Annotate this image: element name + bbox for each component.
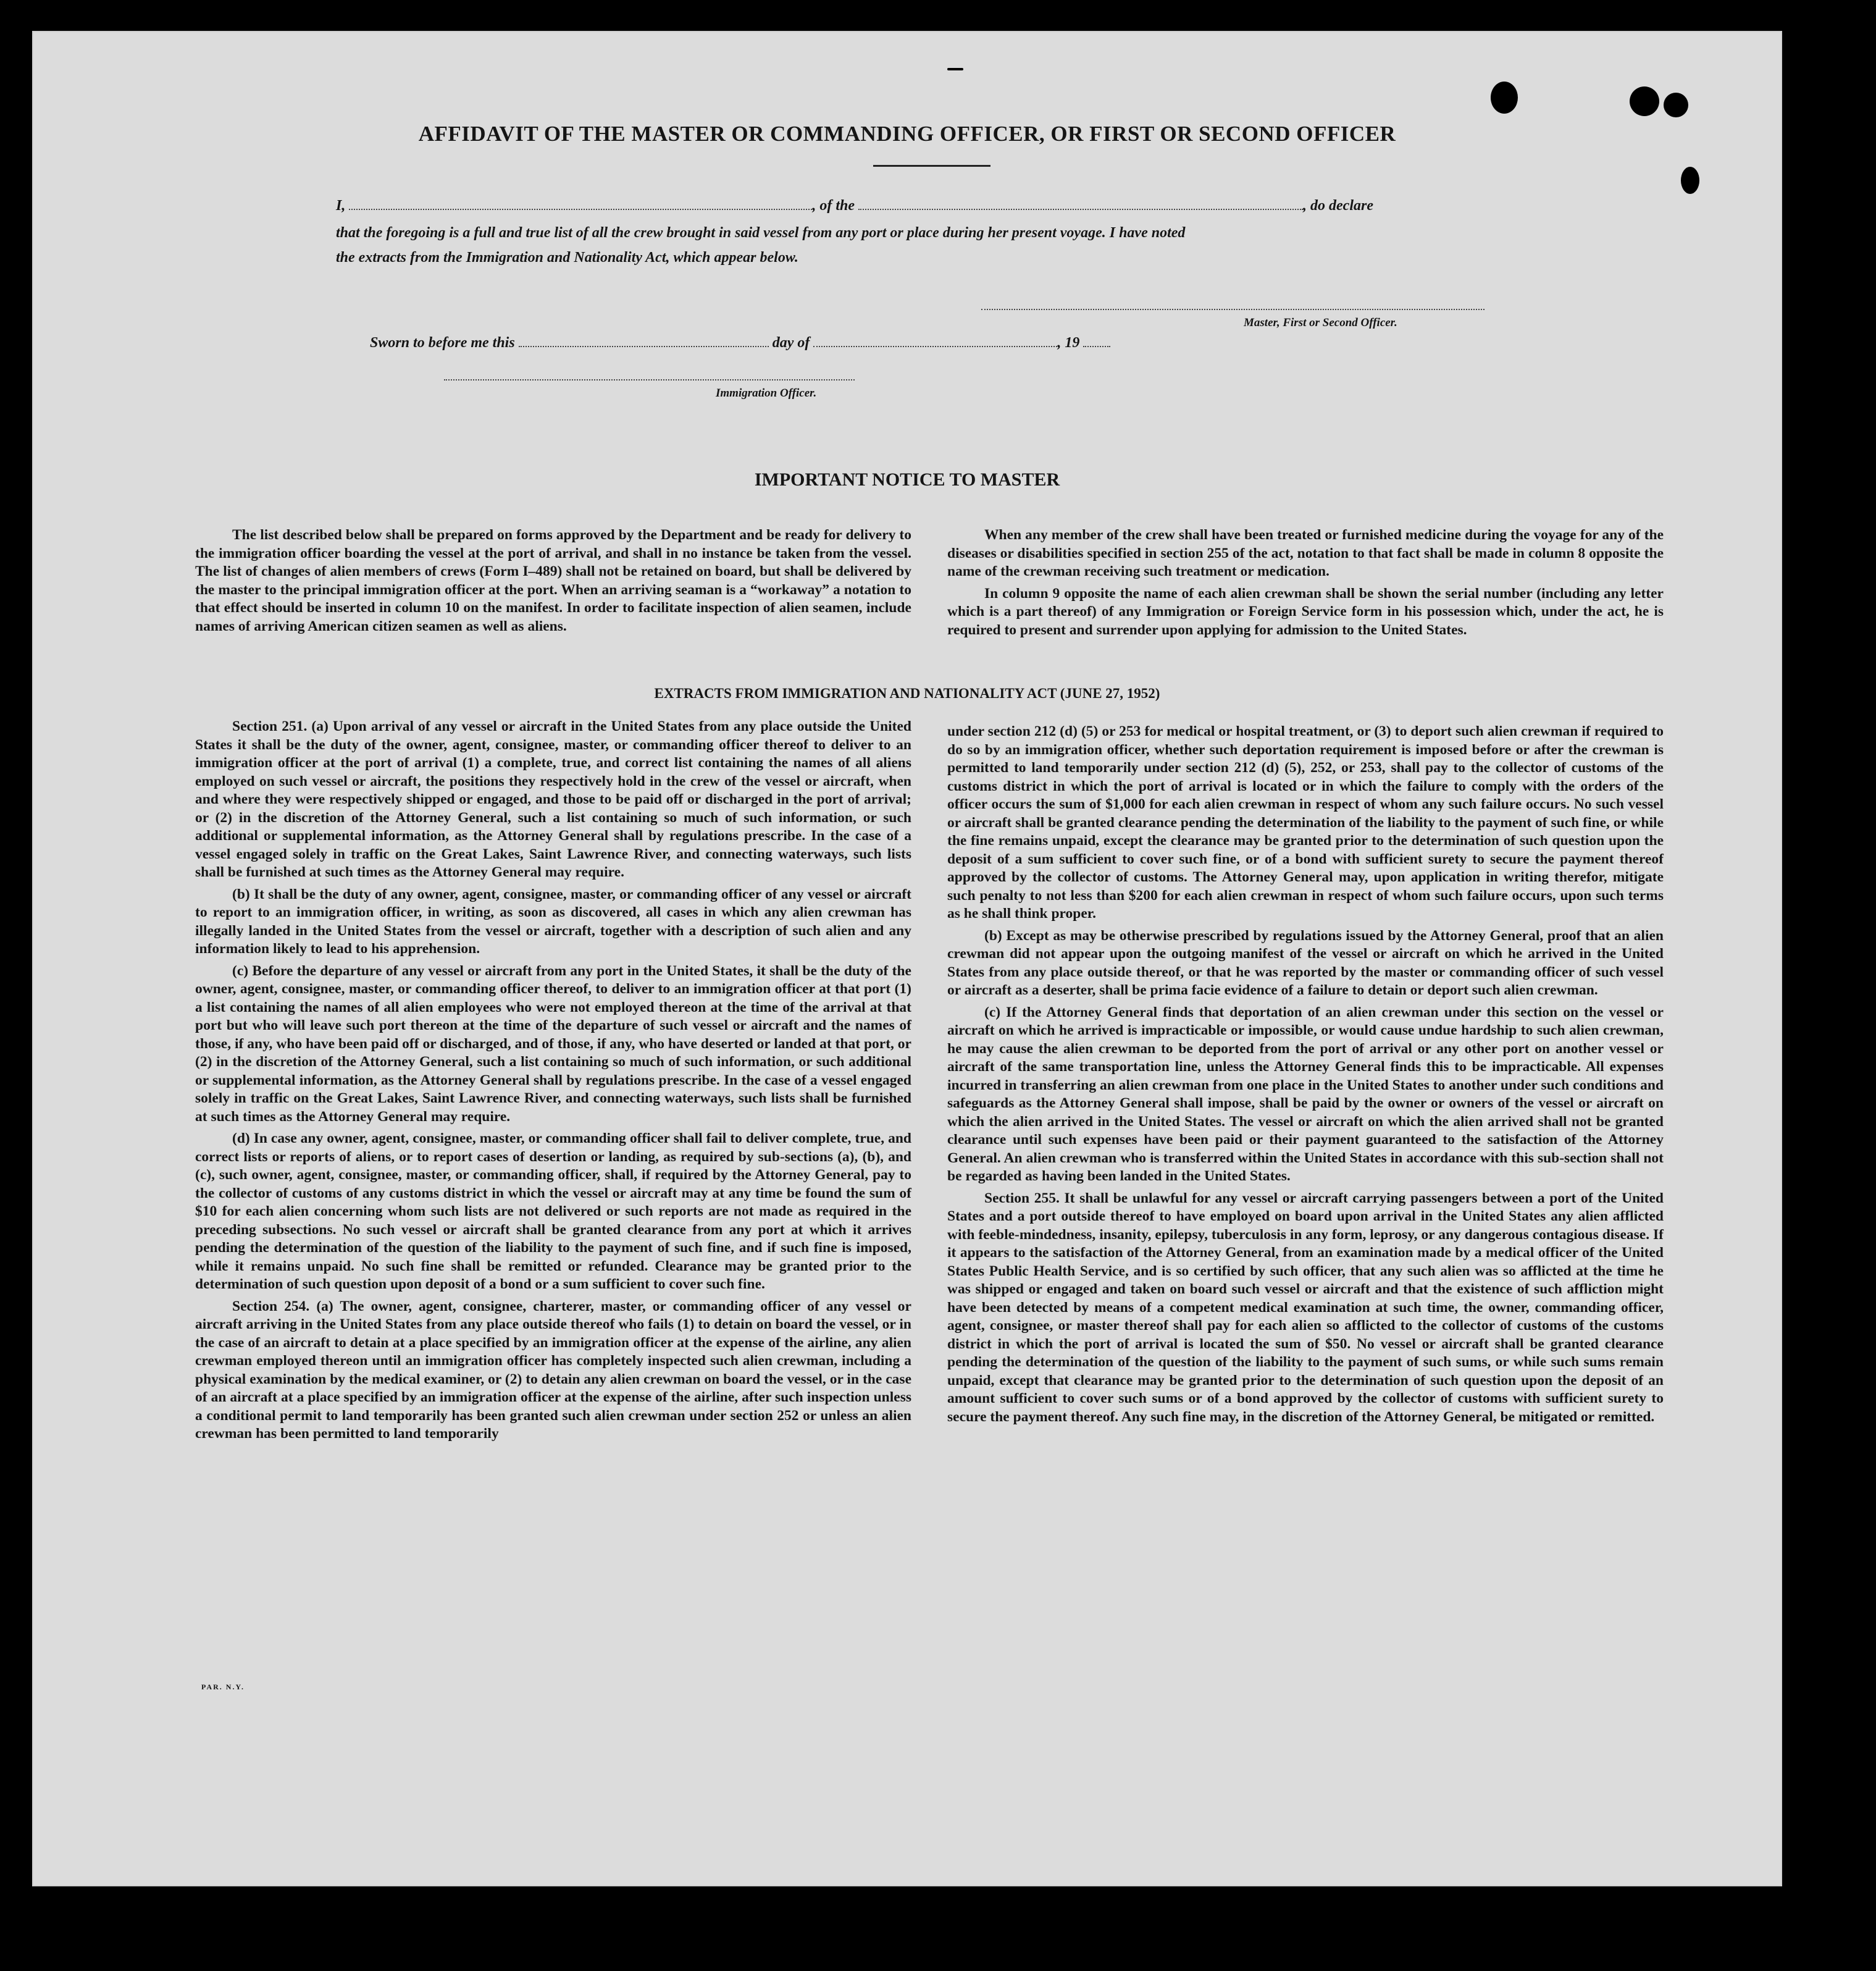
affidavit-line-2: that the foregoing is a full and true list of all the crew brought in said vessel from any port or place during her present voyage. I have noted (336, 225, 1186, 241)
notice-right (947, 526, 1664, 643)
notice-left (195, 526, 911, 639)
extract-paragraph: Section 255. It shall be unlawful for any vessel or aircraft carrying passengers between a port of the United States and a port outside thereof to have employed on board upon arrival in the United States any alien afflicted with feeble-mindedness, insanity, epilepsy, tuberculosis in any form, leprosy, or any dangerous contagious disease. If it appears to the satisfaction of the Attorney General, from an examination made by a medical officer of the United States Public Health Service, and is so certified by such officer, that any such alien was so afflicted at the time he was shipped or engaged and taken on board such vessel or aircraft and that the existence of such affliction might have been detected by means of a competent medical examination at such time, the owner, commanding officer, agent, consignee, or master thereof shall pay for each alien so afflicted to the collector of customs of the customs district in which the port of arrival is located the sum of $50. No vessel or aircraft shall be granted clearance pending the determination of the question of the liability to the payment of such sums, or while such sums remain unpaid, except that clearance may be granted prior to the determination of such question upon the deposit of an amount sufficient to cover such sums or of a bond approved by the collector of customs with sufficient surety to secure the payment thereof. Any such fine may, in the discretion of the Attorney General, be mitigated or remitted. (947, 1190, 1664, 1425)
officer-caption: Master, First or Second Officer. (1244, 316, 1397, 329)
notice-title: IMPORTANT NOTICE TO MASTER (754, 469, 1060, 490)
title-rule (873, 165, 990, 167)
sworn-year-field[interactable] (1083, 335, 1110, 347)
year-label: , 19 (1057, 335, 1080, 351)
extract-paragraph: (b) Except as may be otherwise prescribed by regulations issued by the Attorney General, proof that an alien crewman did not appear upon the outgoing manifest of the vessel or aircraft on which he arrived in the United States from any place outside thereof, or that he was reported by the master or commanding officer of such vessel or aircraft as a deserter, shall be prima facie evidence of a failure to detain or deport such alien crewman. (947, 927, 1664, 998)
sworn-date-field[interactable] (519, 335, 769, 347)
declare-label: , do declare (1303, 198, 1373, 214)
affidavit-title: AFFIDAVIT OF THE MASTER OR COMMANDING OFFICER, OR FIRST OR SECOND OFFICER (418, 122, 1396, 146)
affidavit-line-1 (336, 198, 1497, 214)
declarant-label: I, (336, 198, 346, 214)
extract-paragraph: (c) Before the departure of any vessel or aircraft from any port in the United States, it shall be the duty of the owner, agent, consignee, master, or commanding officer thereof, to deliver to an immigration officer at that port (1) a list containing the names of all alien employees who were not employed thereon at the time of the arrival at that port but who will leave such port thereon at the time of the departure of such vessel or aircraft and the names of those, if any, who have been paid off or discharged, and of those, if any, who have deserted or landed at that port, or (2) in the discretion of the Attorney General, such a list containing so much of such information, or such additional or supplemental information, as the Attorney General shall by regulations prescribe. In the case of a vessel engaged solely in traffic on the Great Lakes, Saint Lawrence River, and connecting waterways, such lists shall be furnished at such times as the Attorney General may require. (195, 962, 911, 1125)
footer-code: PAR. N.Y. (201, 1683, 245, 1691)
declarant-name-field[interactable] (349, 198, 812, 210)
extract-paragraph: (b) It shall be the duty of any owner, agent, consignee, master, or commanding officer of any vessel or aircraft to report to an immigration officer, in writing, as soon as discovered, all cases in which any alien crewman has illegally landed in the United States from the vessel or aircraft, together with a description of such alien and any information likely to lead to his apprehension. (195, 886, 911, 957)
immigration-signature-line[interactable] (444, 379, 855, 380)
punch-hole (1681, 167, 1699, 194)
punch-hole (1491, 82, 1518, 114)
extract-paragraph: (d) In case any owner, agent, consignee, master, or commanding officer shall fail to deliver complete, true, and correct lists or reports of aliens, or to report cases of desertion or landing, as required by sub-sections (a), (b), and (c), such owner, agent, consignee, master, or commanding officer, shall, if required by the Attorney General, pay to the collector of customs of any customs district in which the vessel or aircraft may at any time be found the sum of $10 for each alien concerning whom such lists are not delivered or such reports are not made as required in the preceding subsections. No such vessel or aircraft shall be granted clearance from any port at which it arrives pending the determination of the question of the liability to the payment of such fine, and if such fine is imposed, while it remains unpaid. No such fine shall be remitted or refunded. Clearance may be granted prior to the determination of such question upon deposit of a bond or a sum sufficient to cover such fine. (195, 1130, 911, 1292)
sworn-label: Sworn to before me this (370, 335, 515, 351)
extract-paragraph: Section 251. (a) Upon arrival of any vessel or aircraft in the United States from any place outside the United States it shall be the duty of the owner, agent, consignee, master, or commanding officer thereof to deliver to an immigration officer at the port of arrival (1) a complete, true, and correct list containing the names of all aliens employed on such vessel or aircraft, the positions they respectively hold in the crew of the vessel or aircraft, when and where they were respectively shipped or engaged, and those to be paid off or discharged in the port of arrival; or (2) in the discretion of the Attorney General, such a list containing so much of such information, or such additional or supplemental information, as the Attorney General shall by regulations prescribe. In the case of a vessel engaged solely in traffic on the Great Lakes, Saint Lawrence River, and connecting waterways, such lists shall be furnished at such times as the Attorney General may require. (195, 718, 911, 880)
affidavit-line-3: the extracts from the Immigration and Nationality Act, which appear below. (336, 250, 798, 266)
punch-hole (1630, 86, 1659, 116)
stray-mark (947, 68, 963, 70)
immigration-caption: Immigration Officer. (716, 387, 817, 400)
notice-left-text: The list described below shall be prepared on forms approved by the Department and be ready for delivery to the immigration officer boarding the vessel at the port of arrival, and shall in no instance be taken from the vessel. The list of changes of alien members of crews (Form I–489) shall not be retained on board, but shall be delivered by the master to the principal immigration officer at the port. When an arriving seaman is a “workaway” a notation to that effect should be inserted in column 10 on the manifest. In order to facilitate inspection of alien seamen, include names of arriving American citizen seamen as well as aliens. (195, 527, 911, 634)
extract-paragraph: (c) If the Attorney General finds that deportation of an alien crewman under this section on the vessel or aircraft on which he arrived is impracticable or impossible, or would cause undue hardship to such alien crewman, he may cause the alien crewman to be deported from the port of arrival or any other port on another vessel or aircraft of the same transportation line, unless the Attorney General finds this to be impracticable. All expenses incurred in transferring an alien crewman from one place in the United States to another under such conditions and safeguards as the Attorney General shall impose, shall be paid by the owner or owners of the vessel or aircraft on which the alien arrived in the United States. The vessel or aircraft on which the alien arrived shall not be granted clearance until such expenses have been paid or their payment guaranteed to the satisfaction of the Attorney General. An alien crewman who is transferred within the United States in accordance with this sub-section shall not be regarded as having been landed in the United States. (947, 1004, 1664, 1184)
extract-paragraph: Section 254. (a) The owner, agent, consignee, charterer, master, or commanding officer of any vessel or aircraft arriving in the United States from any place outside thereof who fails (1) to detain on board the vessel, or in the case of an aircraft to detain at a place specified by an immigration officer at the expense of the airline, any alien crewman employed thereon until an immigration officer has completely inspected such alien crewman, including a physical examination by the medical examiner, or (2) to detain any alien crewman on board the vessel, or in the case of an aircraft at a place specified by an immigration officer at the expense of the airline, after such inspection unless a conditional permit to land temporarily has been granted such alien crewman under section 252 or unless an alien crewman has been permitted to land temporarily (195, 1298, 911, 1442)
officer-signature-line[interactable] (981, 309, 1484, 310)
day-of-label: day of (772, 335, 810, 351)
extracts-title: EXTRACTS FROM IMMIGRATION AND NATIONALITY ACT (JUNE 27, 1952) (654, 686, 1160, 701)
extracts-right-column (947, 723, 1664, 1430)
punch-hole (1664, 93, 1688, 117)
vessel-label: , of the (812, 198, 855, 214)
sworn-month-field[interactable] (813, 335, 1057, 347)
vessel-name-field[interactable] (858, 198, 1303, 210)
extracts-left-column (195, 718, 911, 1447)
extract-paragraph: under section 212 (d) (5) or 253 for medical or hospital treatment, or (3) to deport such alien crewman if required to do so by an immigration officer, whether such deportation requirement is imposed before or after the crewman is permitted to land temporarily under section 212 (d) (5), 252, or 253, shall pay to the collector of customs of the customs district in which the port of arrival is located or in which the failure to comply with the orders of the officer occurs the sum of $1,000 for each alien crewman in respect of whom any such failure occurs. No such vessel or aircraft shall be granted clearance pending the determination of the liability to the payment of such fine, or while the fine remains unpaid, except the clearance may be granted prior to the determination of such question upon the deposit of a sum sufficient to cover such fine, or of a bond with sufficient surety to secure the payment thereof approved by the collector of customs. The Attorney General may, upon application in writing therefor, mitigate such penalty to not less than $200 for each alien crewman in respect of whom such failure occurs, upon such terms as he shall think proper. (947, 723, 1664, 922)
notice-right-text-2: In column 9 opposite the name of each alien crewman shall be shown the serial number (including any letter which is a part thereof) of any Immigration or Foreign Service form in his possession which, under the act, he is required to present and surrender upon applying for admission to the United States. (947, 585, 1664, 638)
notice-right-text-1: When any member of the crew shall have been treated or furnished medicine during the voyage for any of the diseases or disabilities specified in section 255 of the act, notation to that fact shall be made in column 8 opposite the name of the crewman receiving such treatment or medication. (947, 527, 1664, 579)
sworn-line (370, 335, 1531, 351)
document-page (32, 31, 1782, 1886)
